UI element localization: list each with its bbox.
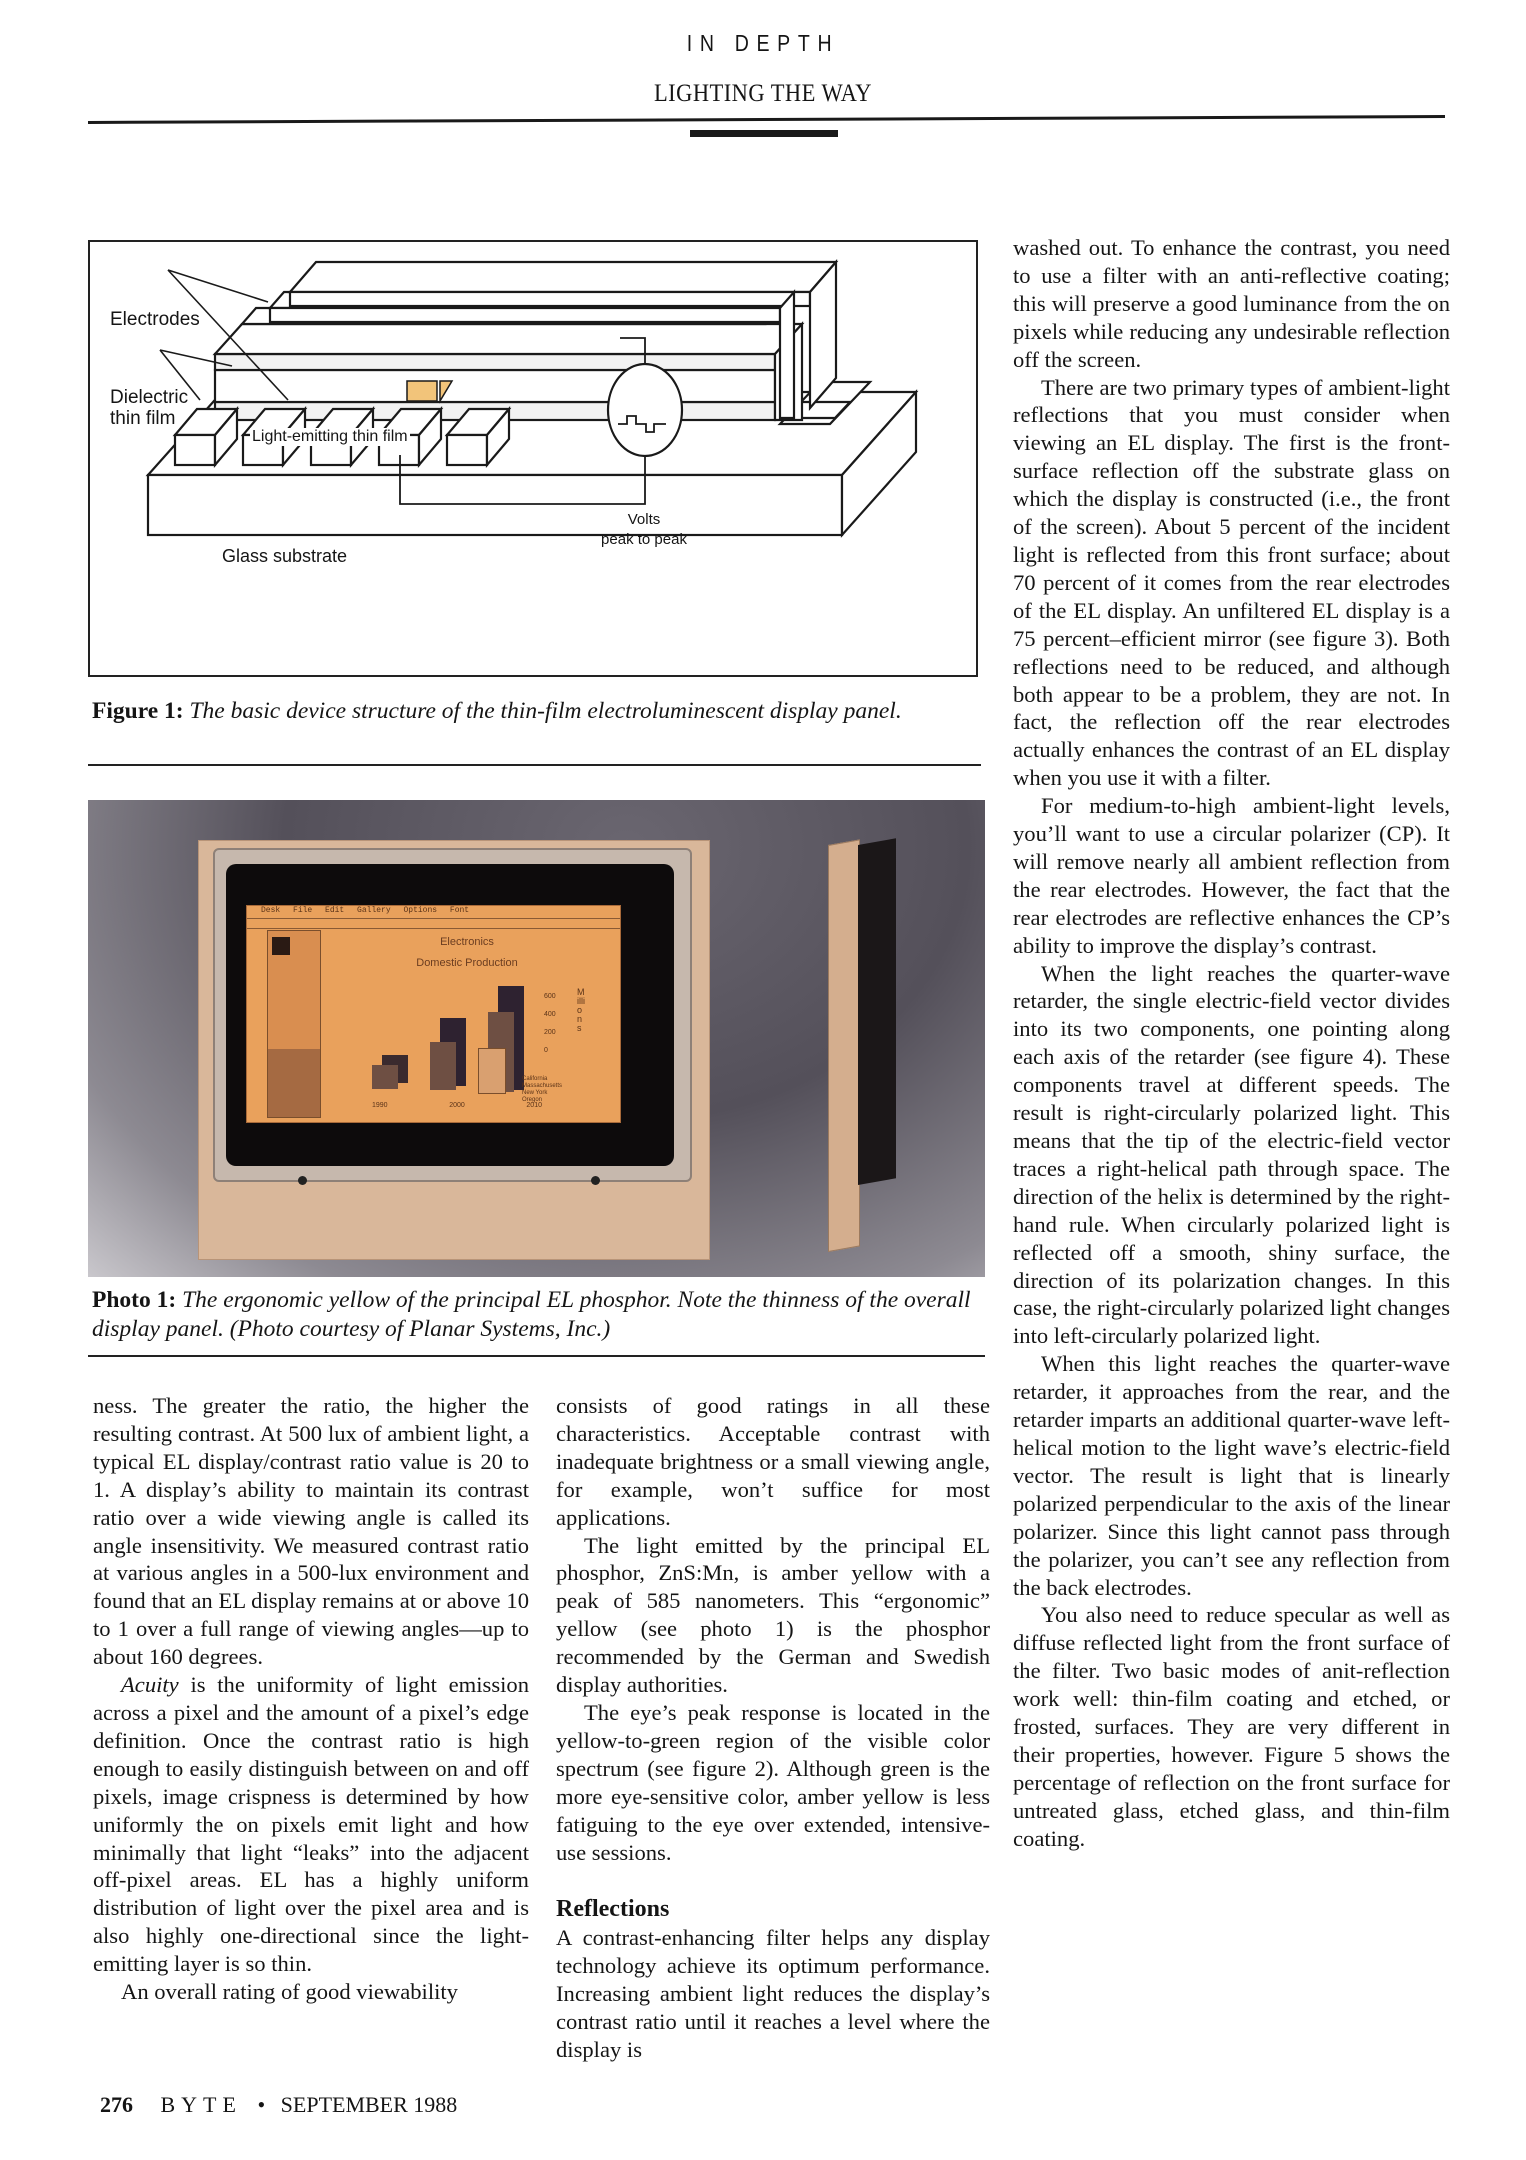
photo-1-caption <box>92 1286 982 1344</box>
screen-x-ticks <box>372 1102 542 1109</box>
screen-bar <box>372 1065 398 1089</box>
figure-1-caption-text: The basic device structure of the thin-film electroluminescent display panel. <box>189 698 902 724</box>
photo-1-caption-label: Photo 1: <box>92 1287 177 1313</box>
body-column-middle <box>556 1392 990 2064</box>
paragraph: The eye’s peak response is located in the yellow-to-green region of the visible color spectrum (see figure 2). Although green is the more eye-sensitive color, amber yellow is less fatiguing to the eye over extended, intensive-use sessions. <box>556 1699 990 1865</box>
paragraph: A contrast-enhancing filter helps any display technology achieve its optimum performance. Increasing ambient light reduces the display’s contrast ratio until it reaches a level where the display is <box>556 1925 990 2063</box>
screen-y-tick: 600 <box>544 993 556 1000</box>
screen-x-tick: 2000 <box>449 1102 465 1109</box>
screen-menu-item: Desk <box>261 906 281 915</box>
label-dielectric-line2: thin film <box>110 408 176 429</box>
label-volts-line2: peak to peak <box>601 531 687 548</box>
screen-y-ticks <box>544 988 556 1060</box>
screen-chart-subtitle: Domestic Production <box>416 957 518 969</box>
paragraph: washed out. To enhance the contrast, you need to use a filter with an anti-reflective coating; this will preserve a good luminance from the on pixels while reducing any undesirable reflection off the screen. <box>1013 235 1450 372</box>
paragraph: You also need to reduce specular as well as diffuse reflected light from the front surface of the filter. Two basic modes of anit-reflection work well: thin-film coating and etched, or frosted, surfaces. They are very different in their properties, however. Figure 5 shows the percentage of reflection on the front surface for untreated glass, etched glass, and thin-film coating. <box>1013 1602 1450 1851</box>
screen-menu-item: Font <box>449 906 470 915</box>
screen-legend-item: Oregon <box>522 1097 543 1103</box>
section-kicker: IN DEPTH <box>686 30 840 56</box>
issue-date: SEPTEMBER 1988 <box>280 2092 458 2117</box>
paragraph-text: is the uniformity of light emission across a pixel and the amount of a pixel’s edge definition. Once the contrast ratio is high enough to easily distinguish between on and off pixels, image crispness is determined by how uniformly the on pixels emit light and how minimally that light “leaks” into the adjacent off-pixel areas. EL has a highly uniform distribution of light over the pixel area and is also highly one-directional since the light-emitting layer is so thin. <box>93 1672 529 1977</box>
figure-1-rule <box>88 764 981 766</box>
section-heading-reflections: Reflections <box>556 1896 670 1923</box>
screen-legend <box>522 1076 562 1104</box>
screen-menu-bar <box>247 906 620 919</box>
screen-menu-item: Gallery <box>357 906 391 915</box>
body-column-right <box>1013 234 1450 1853</box>
header-accent-bar <box>690 130 838 137</box>
screen-y-tick: 200 <box>544 1029 556 1036</box>
paragraph-acuity <box>93 1671 529 1978</box>
screen-menu-item: Options <box>403 906 438 915</box>
photo-1-caption-text: The ergonomic yellow of the principal EL phosphor. Note the thinness of the overall display panel. (Photo courtesy of Planar Systems, Inc.) <box>92 1287 971 1342</box>
label-light-emitting: Light-emitting thin film <box>252 428 408 445</box>
screen-chart-area <box>322 930 612 1120</box>
running-title: LIGHTING THE WAY <box>653 80 873 107</box>
screen-x-tick: 1990 <box>372 1102 388 1109</box>
screen-y-tick: 400 <box>544 1011 556 1018</box>
footer-separator: • <box>257 2092 266 2117</box>
mounting-knob <box>591 1176 600 1185</box>
side-panel-board <box>828 839 860 1252</box>
screen-chart-title: Electronics <box>440 936 494 948</box>
paragraph: consists of good ratings in all these characteristics. Acceptable contrast with inadequate brightness or a small viewing angle, for example, won’t suffice for most applications. <box>556 1393 990 1530</box>
side-panel-glass <box>858 838 896 1185</box>
figure-1-diagram <box>88 240 978 677</box>
paragraph: There are two primary types of ambient-light reflections that you must consider when viewing an EL display. The first is the front-surface reflection off the substrate glass on which the display is constructed (i.e., the front of the screen). About 5 percent of the incident light is reflected from this front surface; about 70 percent of it comes from the rear electrodes of the EL display. An unfiltered EL display is a 75 percent–efficient mirror (see figure 3). Both reflections need to be reduced, and although both appear to be a problem, they are not. In fact, the reflection off the rear electrodes actually enhances the contrast of an EL display when you use it with a filter. <box>1013 374 1450 791</box>
paragraph: When this light reaches the quarter-wave retarder, it approaches from the rear, and the retarder imparts an additional quarter-wave left-helical motion to the light wave’s electric-field vector. The result is light that is linearly polarized perpendicular to the axis of the linear polarizer. Since this light cannot pass through the polarizer, you can’t see any reflection from the back electrodes. <box>1013 1351 1450 1600</box>
pattern-swatch <box>268 1049 320 1117</box>
figure-1-caption-label: Figure 1: <box>92 698 184 724</box>
screen-y-label: Millions <box>577 987 585 1033</box>
page-footer <box>100 2092 457 2118</box>
display-screen <box>246 905 621 1123</box>
arrow-tool-icon <box>272 937 290 955</box>
label-volts-line1: Volts <box>627 511 661 528</box>
screen-title-bar <box>247 919 620 929</box>
page-number: 276 <box>100 2092 133 2117</box>
header-rule <box>88 115 1445 124</box>
term-acuity: Acuity <box>121 1672 179 1698</box>
figure-1-caption <box>92 697 972 726</box>
screen-bar <box>430 1042 456 1090</box>
screen-tool-palette <box>267 930 321 1118</box>
magazine-name: BYTE <box>160 2092 242 2117</box>
screen-x-tick: 2010 <box>526 1102 542 1109</box>
label-dielectric-line1: Dielectric <box>110 387 189 408</box>
screen-legend-item: New York <box>522 1090 548 1096</box>
mounting-knob <box>298 1176 307 1185</box>
screen-y-tick: 0 <box>544 1047 548 1054</box>
screen-menu-item: File <box>293 906 313 915</box>
screen-legend-item: California <box>522 1076 548 1082</box>
screen-bar <box>478 1048 506 1094</box>
el-device-structure-diagram <box>90 242 980 679</box>
paragraph: The light emitted by the principal EL phosphor, ZnS:Mn, is amber yellow with a peak of 585 nanometers. This “ergonomic” yellow (see photo 1) is the phosphor recommended by the German and Swedish display authorities. <box>556 1532 990 1698</box>
body-column-left <box>93 1392 529 2006</box>
photo-1-el-display <box>88 800 985 1277</box>
screen-legend-item: Massachusetts <box>522 1083 563 1089</box>
paragraph: For medium-to-high ambient-light levels, you’ll want to use a circular polarizer (CP). It will remove nearly all ambient reflection from the rear electrodes. However, the fact that the rear electrodes are reflective enhances the CP’s ability to improve the display’s contrast. <box>1013 793 1450 958</box>
paragraph: An overall rating of good viewability <box>121 1979 458 2005</box>
label-volts <box>598 510 690 550</box>
label-dielectric <box>110 387 188 429</box>
paragraph: When the light reaches the quarter-wave retarder, the single electric-field vector divides into its two components, one pointing along each axis of the retarder (see figure 4). These components travel at different speeds. The result is right-circularly polarized light. This means that the tip of the electric-field vector traces a right-helical path through space. The direction of the helix is determined by the right-hand rule. When circularly polarized light is reflected off a smooth, shiny surface, the direction of its polarization changes. In this case, the right-circularly polarized light changes into left-circularly polarized light. <box>1013 960 1450 1349</box>
paragraph: ness. The greater the ratio, the higher the resulting contrast. At 500 lux of ambient light, a typical EL display/contrast ratio value is 20 to 1. A display’s ability to maintain its contrast ratio over a wide viewing angle is called its angle insensitivity. We measured contrast ratio at various angles in a 500-lux environment and found that an EL display remains at or above 10 to 1 over a full range of viewing angles—up to about 160 degrees. <box>93 1393 529 1670</box>
photo-1-rule <box>88 1355 985 1357</box>
label-glass-substrate: Glass substrate <box>222 546 348 566</box>
screen-menu-item: Edit <box>325 906 345 915</box>
label-electrodes: Electrodes <box>110 309 200 330</box>
